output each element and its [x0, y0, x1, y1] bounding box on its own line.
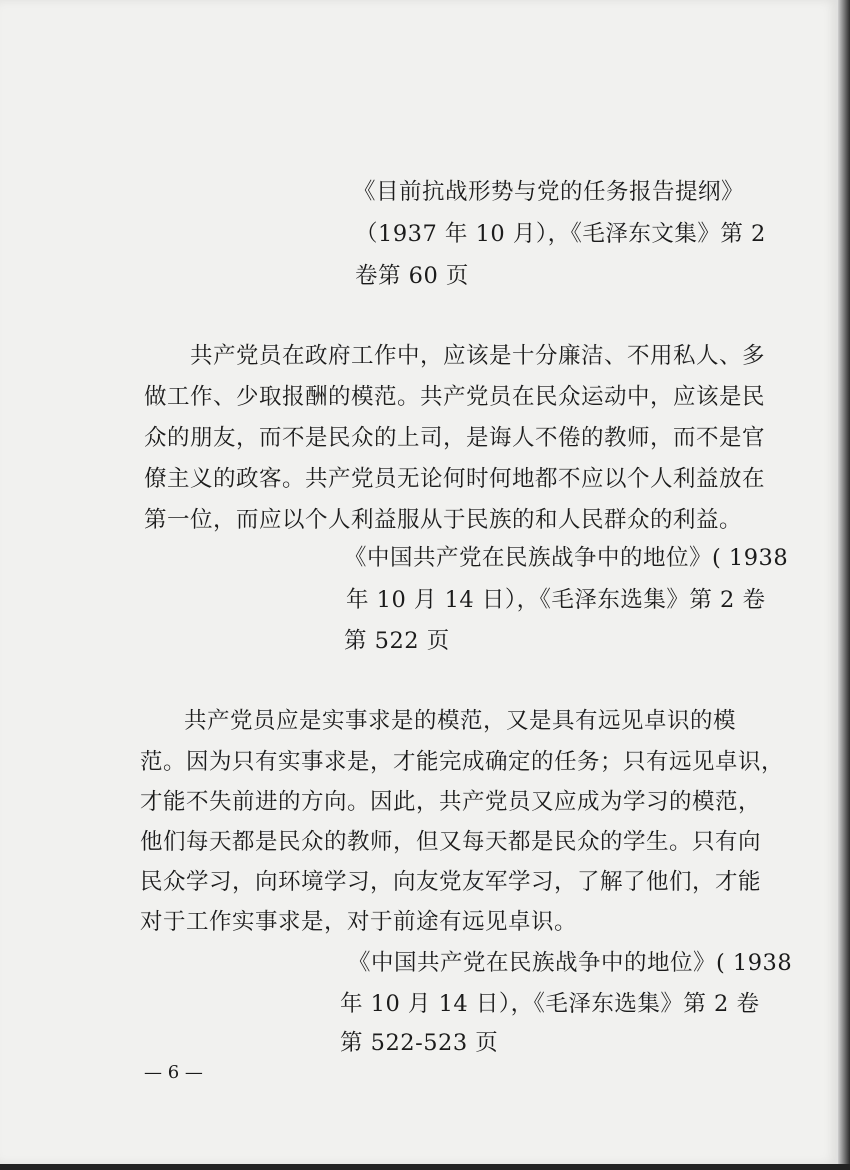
- citation-2-line-3: 第 522 页: [344, 628, 450, 654]
- paragraph-2-line-6: 对于工作实事求是，对于前途有远见卓识。: [140, 909, 578, 935]
- paragraph-1-line-3: 众的朋友，而不是民众的上司，是诲人不倦的教师，而不是官: [144, 425, 766, 451]
- paragraph-2-line-2: 范。因为只有实事求是，才能完成确定的任务；只有远见卓识，: [140, 749, 785, 775]
- citation-3-line-2: 年 10 月 14 日），《毛泽东选集》第 2 卷: [340, 991, 760, 1017]
- citation-2-line-2: 年 10 月 14 日），《毛泽东选集》第 2 卷: [346, 587, 766, 613]
- paragraph-2-line-4: 他们每天都是民众的教师，但又每天都是民众的学生。只有向: [140, 829, 762, 855]
- paragraph-1-line-2: 做工作、少取报酬的模范。共产党员在民众运动中，应该是民: [144, 384, 766, 410]
- citation-3-line-3: 第 522-523 页: [340, 1030, 499, 1056]
- paragraph-2-line-3: 才能不失前进的方向。因此，共产党员又应成为学习的模范，: [140, 789, 762, 815]
- citation-1-line-3: 卷第 60 页: [355, 263, 469, 289]
- citation-1-line-1: 《目前抗战形势与党的任务报告提纲》: [353, 179, 745, 205]
- paragraph-1-line-4: 僚主义的政客。共产党员无论何时何地都不应以个人利益放在: [144, 466, 766, 492]
- scan-edge-bottom: [0, 1164, 850, 1170]
- paragraph-1-line-1: 共产党员在政府工作中，应该是十分廉洁、不用私人、多: [190, 343, 766, 369]
- citation-1-line-2: （1937 年 10 月），《毛泽东文集》第 2: [355, 221, 766, 247]
- scan-edge-right: [838, 0, 850, 1170]
- paragraph-1-line-5: 第一位，而应以个人利益服从于民族的和人民群众的利益。: [144, 507, 743, 533]
- paragraph-2-line-1: 共产党员应是实事求是的模范，又是具有远见卓识的模: [184, 708, 737, 734]
- paragraph-2-line-5: 民众学习，向环境学习，向友党友军学习，了解了他们，才能: [140, 869, 762, 895]
- citation-2-line-1: 《中国共产党在民族战争中的地位》( 1938: [344, 545, 789, 571]
- citation-3-line-1: 《中国共产党在民族战争中的地位》( 1938: [348, 950, 793, 976]
- page-number: — 6 —: [144, 1062, 203, 1083]
